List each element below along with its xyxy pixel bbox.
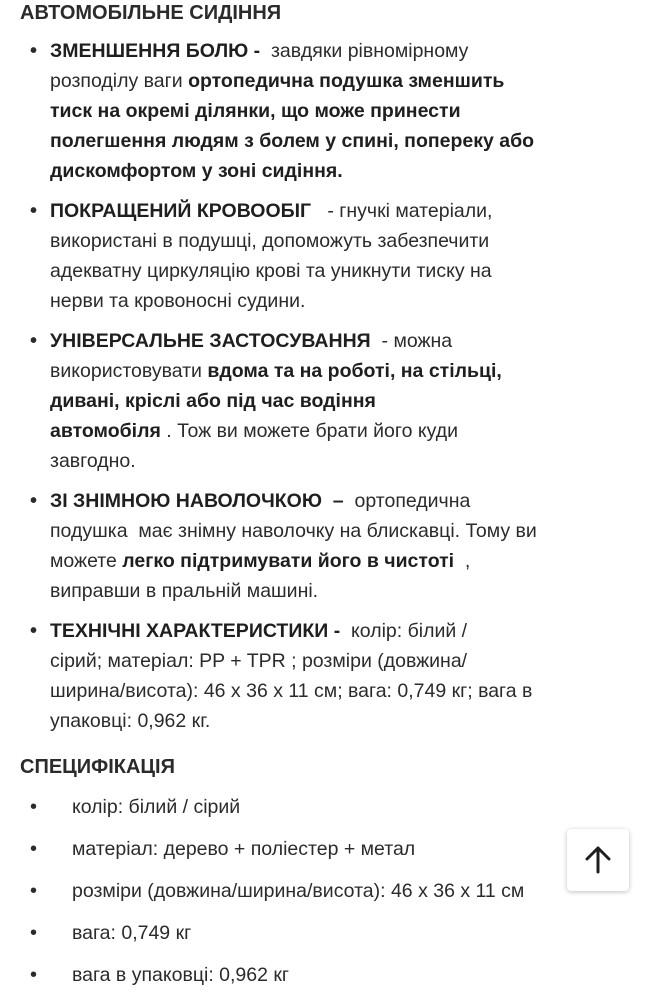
bullet: • — [30, 490, 38, 512]
bullet: • — [30, 620, 38, 642]
text: завгодно. — [50, 450, 136, 472]
text: нерви та кровоносні судини. — [50, 290, 306, 312]
bold-text: полегшення людям з болем у спині, попереку або — [50, 130, 535, 152]
spec-heading: СПЕЦИФІКАЦІЯ — [20, 756, 175, 778]
bold-text: ортопедична подушка зменшить — [188, 70, 505, 92]
feature-line — [50, 616, 630, 646]
bold-text: ПОКРАЩЕНИЙ КРОВООБІГ — [50, 200, 317, 222]
text: завдяки рівномірному — [265, 40, 469, 62]
text: сірий; матеріал: PP + TPR ; розміри (довжина/ — [50, 650, 468, 672]
feature-list — [30, 36, 630, 746]
text: можете — [50, 550, 123, 572]
bold-text: дивані, кріслі або під час водіння — [50, 390, 376, 412]
text: - гнучкі матеріали, — [316, 200, 493, 222]
text: колір: білий / — [345, 620, 468, 642]
bold-text: УНІВЕРСАЛЬНЕ ЗАСТОСУВАННЯ — [50, 330, 377, 352]
feature-line — [50, 706, 630, 736]
spec-item — [30, 960, 524, 1002]
text: , — [454, 550, 471, 572]
feature-item — [30, 616, 630, 736]
text: використані в подушці, допоможуть забезпечити — [50, 230, 490, 252]
bold-text: вдома та на роботі, на стільці, — [207, 360, 502, 382]
bold-text: ЗІ ЗНІМНОЮ НАВОЛОЧКОЮ — [50, 490, 328, 512]
spec-item — [30, 792, 524, 834]
spec-text: вага: 0,749 кг — [72, 922, 192, 944]
feature-item — [30, 36, 630, 186]
text: . Тож ви можете брати його куди — [160, 420, 458, 442]
feature-item — [30, 326, 630, 476]
bold-text: легко підтримувати його в чистоті — [122, 550, 455, 572]
bullet: • — [30, 40, 38, 62]
feature-line — [50, 516, 630, 546]
text: виправши в пральній машині. — [50, 580, 319, 602]
bullet: • — [30, 922, 38, 944]
spec-list — [30, 792, 525, 1002]
bold-text: автомобіля — [50, 420, 161, 442]
text: подушка має знімну наволочку на блискавці. Тому ви — [50, 520, 537, 542]
feature-line — [50, 66, 630, 96]
feature-line — [50, 326, 630, 356]
bullet: • — [30, 330, 38, 352]
text: використовувати — [50, 360, 208, 382]
text: - можна — [376, 330, 453, 352]
text: ортопедична — [349, 490, 471, 512]
text: адекватну циркуляцію крові та уникнути тиску на — [50, 260, 492, 282]
bold-text: ЗМЕНШЕННЯ БОЛЮ - — [50, 40, 266, 62]
text: упаковці: 0,962 кг. — [50, 710, 211, 732]
feature-line — [50, 486, 630, 516]
spec-text: колір: білий / сірий — [72, 796, 241, 818]
bold-text: – — [327, 490, 350, 512]
arrow-up-icon — [583, 845, 613, 875]
spec-item — [30, 834, 524, 876]
spec-item — [30, 876, 525, 918]
feature-line — [50, 196, 630, 226]
text: ширина/висота): 46 x 36 x 11 см; вага: 0,749 кг; вага в — [50, 680, 533, 702]
feature-line — [50, 36, 630, 66]
feature-line — [50, 156, 630, 186]
feature-line — [50, 356, 630, 386]
feature-item — [30, 196, 630, 316]
scroll-to-top-button[interactable] — [567, 829, 629, 891]
feature-line — [50, 416, 630, 446]
bullet: • — [30, 200, 38, 222]
feature-line — [50, 446, 630, 476]
bullet: • — [30, 796, 38, 818]
feature-line — [50, 286, 630, 316]
bullet: • — [30, 838, 38, 860]
spec-text: вага в упаковці: 0,962 кг — [72, 964, 290, 986]
feature-line — [50, 546, 630, 576]
feature-line — [50, 676, 630, 706]
bold-text: ТЕХНІЧНІ ХАРАКТЕРИСТИКИ - — [50, 620, 346, 642]
bold-text: тиск на окремі ділянки, що може принести — [50, 100, 461, 122]
spec-text: матеріал: дерево + поліестер + метал — [72, 838, 416, 860]
feature-line — [50, 386, 630, 416]
feature-line — [50, 576, 630, 606]
feature-item — [30, 486, 630, 606]
spec-item — [30, 918, 524, 960]
feature-line — [50, 96, 630, 126]
feature-line — [50, 226, 630, 256]
feature-line — [50, 256, 630, 286]
text: розподілу ваги — [50, 70, 189, 92]
feature-line — [50, 646, 630, 676]
bullet: • — [30, 964, 38, 986]
bullet: • — [30, 880, 38, 902]
spec-text: розміри (довжина/ширина/висота): 46 x 36 x 11 см — [72, 880, 525, 902]
bold-text: дискомфортом у зоні сидіння. — [50, 160, 343, 182]
section-heading: АВТОМОБІЛЬНЕ СИДІННЯ — [20, 2, 282, 24]
feature-line — [50, 126, 630, 156]
